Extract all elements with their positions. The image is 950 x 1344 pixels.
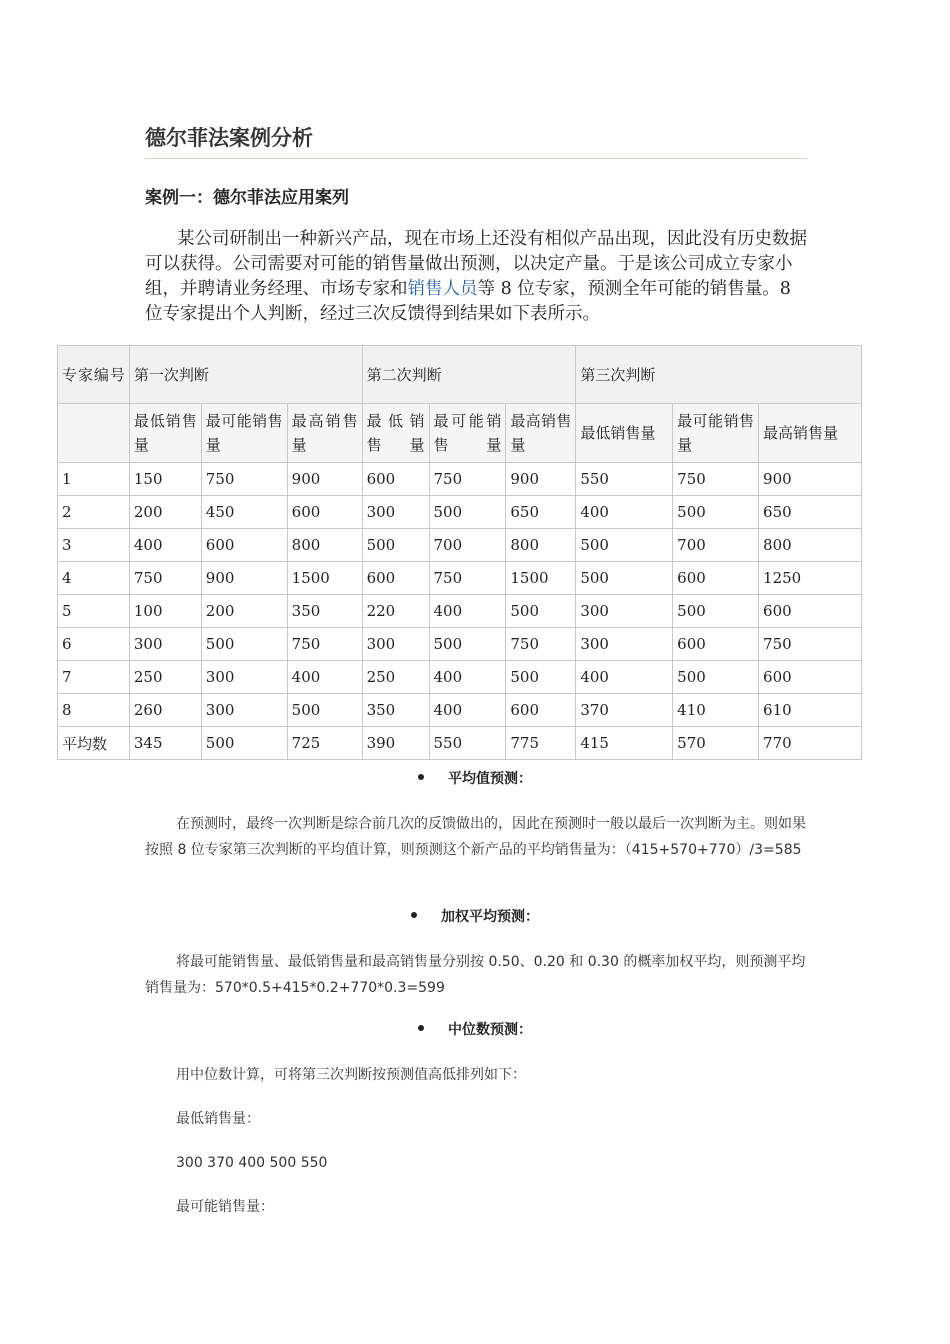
median-heading-text: 中位数预测：: [448, 1022, 532, 1038]
expert-id-header: 专家编号: [58, 346, 130, 404]
value-cell: 750: [287, 628, 362, 661]
mean-heading-text: 平均值预测：: [448, 771, 532, 787]
value-cell: 900: [506, 463, 576, 496]
value-cell: 800: [759, 529, 862, 562]
median-forecast-heading: [0, 1019, 950, 1039]
median-intro-text: 用中位数计算，可将第三次判断按预测值高低排列如下：: [176, 1067, 526, 1083]
case-subtitle: 案例一：德尔菲法应用案列: [145, 188, 349, 208]
value-cell: 300: [362, 496, 429, 529]
value-cell: 400: [429, 661, 506, 694]
likely-sales-label: 最可能销售量：: [176, 1199, 274, 1215]
value-cell: 500: [362, 529, 429, 562]
intro-paragraph: [145, 227, 807, 327]
value-cell: 750: [129, 562, 201, 595]
table-row: [58, 595, 862, 628]
value-cell: 600: [362, 463, 429, 496]
value-cell: 390: [362, 727, 429, 760]
value-cell: 500: [673, 595, 759, 628]
value-cell: 1500: [506, 562, 576, 595]
value-cell: 770: [759, 727, 862, 760]
value-cell: 500: [673, 496, 759, 529]
value-cell: 650: [506, 496, 576, 529]
value-cell: 150: [129, 463, 201, 496]
value-cell: 900: [201, 562, 287, 595]
value-cell: 400: [429, 595, 506, 628]
value-cell: 100: [129, 595, 201, 628]
value-cell: 345: [129, 727, 201, 760]
value-cell: 500: [201, 628, 287, 661]
value-cell: 350: [287, 595, 362, 628]
mean-forecast-heading: [0, 768, 950, 788]
value-cell: 500: [506, 661, 576, 694]
round-3-header: 第三次判断: [576, 346, 862, 404]
value-cell: 700: [429, 529, 506, 562]
value-cell: 600: [759, 661, 862, 694]
value-cell: 600: [673, 628, 759, 661]
expert-id-cell: 2: [58, 496, 130, 529]
value-cell: 800: [506, 529, 576, 562]
table-subheader-row: [58, 404, 862, 463]
value-cell: 260: [129, 694, 201, 727]
table-row: [58, 727, 862, 760]
weighted-forecast-heading: [0, 906, 950, 926]
weighted-heading-text: 加权平均预测：: [441, 909, 539, 925]
value-cell: 370: [576, 694, 673, 727]
value-cell: 800: [287, 529, 362, 562]
table-row: [58, 529, 862, 562]
value-cell: 350: [362, 694, 429, 727]
value-cell: 300: [201, 694, 287, 727]
bullet-icon: [418, 774, 424, 780]
subheader-cell: 最高销售量: [506, 404, 576, 463]
weighted-forecast-text: 将最可能销售量、最低销售量和最高销售量分别按 0.50、0.20 和 0.30 的概率加权平均，则预测平均销售量为：570*0.5+415*0.2+770*0.3=599: [145, 954, 806, 996]
subheader-cell: 最低销售量: [129, 404, 201, 463]
value-cell: 400: [576, 661, 673, 694]
subheader-cell: 最高销售量: [759, 404, 862, 463]
subheader-cell: 最可能销售量: [673, 404, 759, 463]
value-cell: 450: [201, 496, 287, 529]
value-cell: 500: [429, 628, 506, 661]
expert-id-cell: 3: [58, 529, 130, 562]
intro-text-after: 等 8 位专家，预测全年可能的销售量。8 位专家提出个人判断，经过三次反馈得到结果如下表所示。: [145, 279, 791, 324]
value-cell: 500: [576, 529, 673, 562]
expert-id-cell: 8: [58, 694, 130, 727]
value-cell: 400: [287, 661, 362, 694]
sales-staff-link[interactable]: 销售人员: [407, 279, 478, 299]
value-cell: 750: [506, 628, 576, 661]
value-cell: 220: [362, 595, 429, 628]
round-1-header: 第一次判断: [129, 346, 362, 404]
value-cell: 500: [673, 661, 759, 694]
value-cell: 750: [201, 463, 287, 496]
delphi-results-table: [57, 345, 862, 760]
subheader-cell: 最低销售量: [362, 404, 429, 463]
value-cell: 300: [129, 628, 201, 661]
value-cell: 200: [201, 595, 287, 628]
value-cell: 570: [673, 727, 759, 760]
value-cell: 600: [201, 529, 287, 562]
value-cell: 300: [201, 661, 287, 694]
document-title: 德尔菲法案例分析: [145, 122, 807, 159]
value-cell: 600: [673, 562, 759, 595]
bullet-icon: [411, 912, 417, 918]
value-cell: 500: [201, 727, 287, 760]
value-cell: 1500: [287, 562, 362, 595]
lowest-sales-values: 300 370 400 500 550: [176, 1155, 328, 1171]
expert-id-cell: 6: [58, 628, 130, 661]
value-cell: 725: [287, 727, 362, 760]
subheader-cell: 最高销售量: [287, 404, 362, 463]
bullet-icon: [418, 1025, 424, 1031]
subheader-cell: 最可能销售量: [201, 404, 287, 463]
value-cell: 750: [673, 463, 759, 496]
value-cell: 600: [287, 496, 362, 529]
value-cell: 250: [129, 661, 201, 694]
value-cell: 600: [506, 694, 576, 727]
value-cell: 300: [362, 628, 429, 661]
value-cell: 400: [129, 529, 201, 562]
value-cell: 250: [362, 661, 429, 694]
table-row: [58, 661, 862, 694]
intro-text-before: 某公司研制出一种新兴产品，现在市场上还没有相似产品出现，因此没有历史数据可以获得。公司需要对可能的销售量做出预测，以决定产量。于是该公司成立专家小组，并聘请业务经理、市场专家和: [145, 229, 807, 299]
value-cell: 600: [759, 595, 862, 628]
value-cell: 610: [759, 694, 862, 727]
value-cell: 550: [576, 463, 673, 496]
value-cell: 750: [759, 628, 862, 661]
value-cell: 600: [362, 562, 429, 595]
subheader-cell: 最低销售量: [576, 404, 673, 463]
value-cell: 550: [429, 727, 506, 760]
value-cell: 775: [506, 727, 576, 760]
subheader-cell: 最可能销售量: [429, 404, 506, 463]
value-cell: 900: [759, 463, 862, 496]
value-cell: 300: [576, 628, 673, 661]
value-cell: 700: [673, 529, 759, 562]
value-cell: 1250: [759, 562, 862, 595]
value-cell: 415: [576, 727, 673, 760]
value-cell: 900: [287, 463, 362, 496]
table-row: [58, 496, 862, 529]
expert-id-cell: 7: [58, 661, 130, 694]
value-cell: 400: [429, 694, 506, 727]
table-row: [58, 628, 862, 661]
table-row: [58, 562, 862, 595]
table-row: [58, 463, 862, 496]
value-cell: 500: [287, 694, 362, 727]
value-cell: 300: [576, 595, 673, 628]
round-2-header: 第二次判断: [362, 346, 576, 404]
expert-id-cell: 1: [58, 463, 130, 496]
mean-forecast-text: 在预测时，最终一次判断是综合前几次的反馈做出的，因此在预测时一般以最后一次判断为主。则如果按照 8 位专家第三次判断的平均值计算，则预测这个新产品的平均销售量为：（415+570+770）/3=585: [145, 816, 806, 858]
value-cell: 750: [429, 463, 506, 496]
value-cell: 650: [759, 496, 862, 529]
value-cell: 400: [576, 496, 673, 529]
table-row: [58, 694, 862, 727]
blank-header-cell: [58, 404, 130, 463]
lowest-sales-label: 最低销售量：: [176, 1111, 260, 1127]
expert-id-cell: 5: [58, 595, 130, 628]
value-cell: 500: [506, 595, 576, 628]
expert-id-cell: 4: [58, 562, 130, 595]
value-cell: 500: [429, 496, 506, 529]
expert-id-cell: 平均数: [58, 727, 130, 760]
value-cell: 500: [576, 562, 673, 595]
value-cell: 750: [429, 562, 506, 595]
value-cell: 410: [673, 694, 759, 727]
value-cell: 200: [129, 496, 201, 529]
table-header-row: [58, 346, 862, 404]
